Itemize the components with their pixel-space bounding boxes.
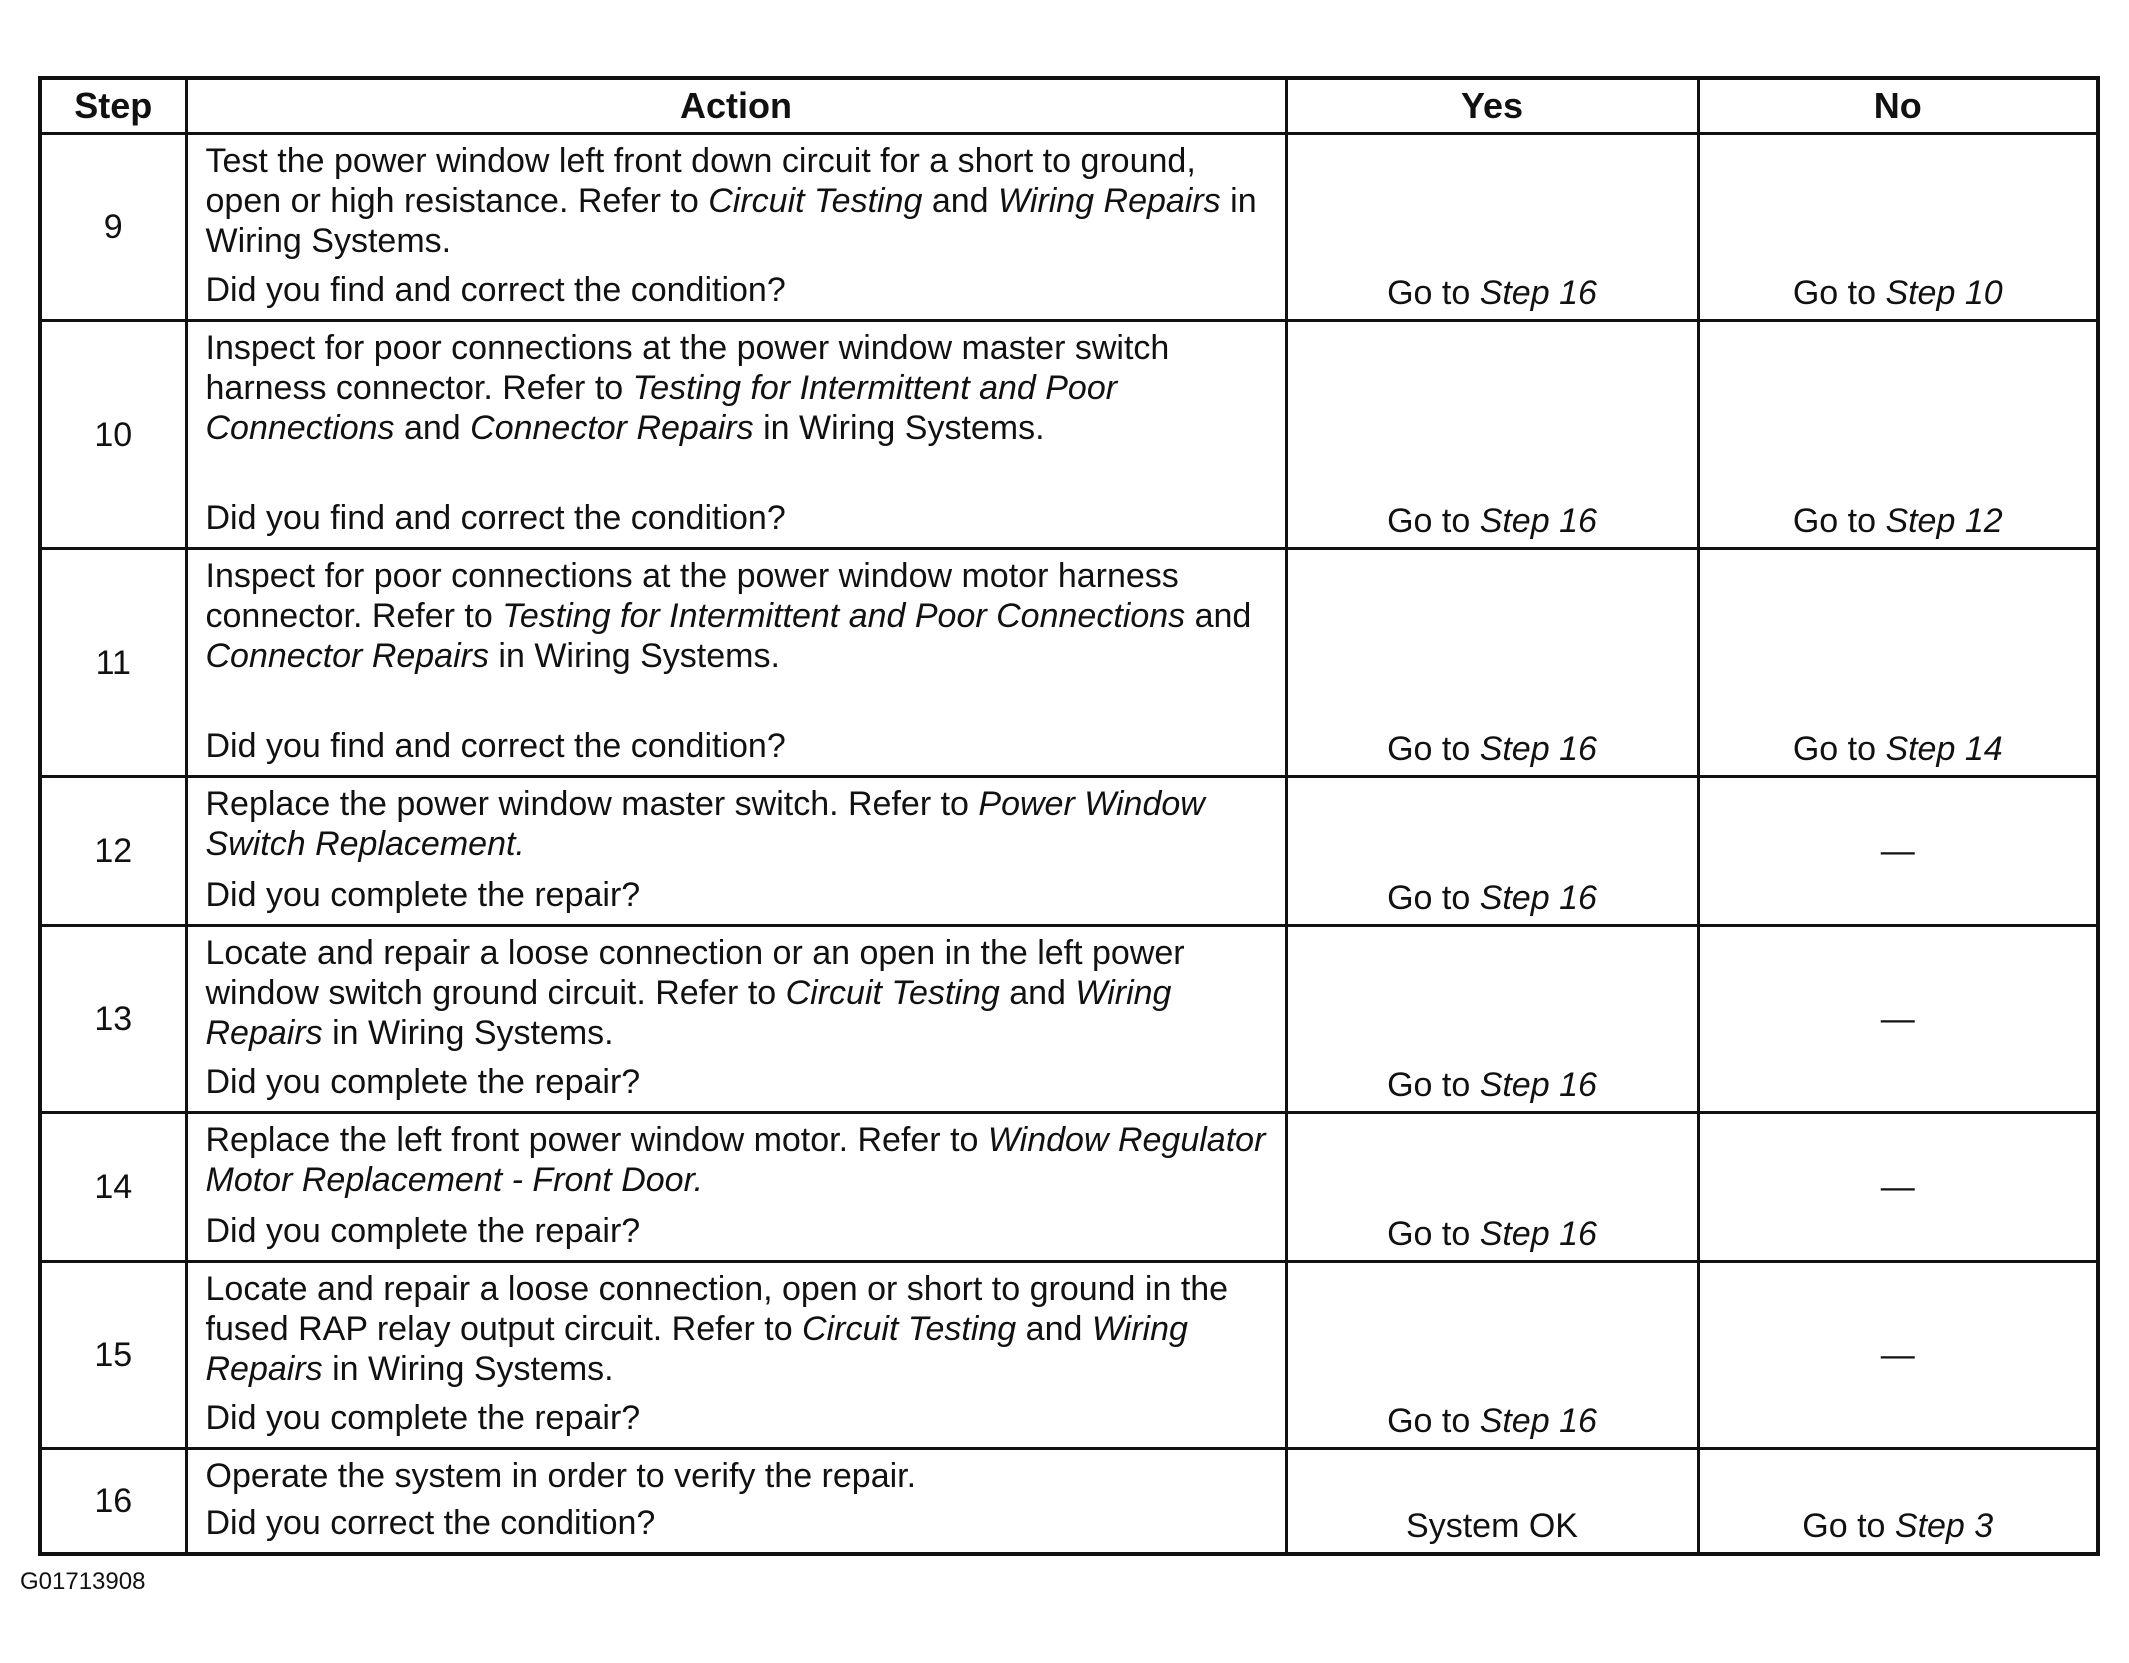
reference-text: Testing for Intermittent and Poor Connections: [502, 597, 1186, 635]
plain-text: Go to: [1792, 274, 1886, 312]
step-number: 10: [40, 321, 186, 549]
action-text: [206, 784, 1267, 864]
table-row: [40, 134, 2098, 321]
yes-result: [1286, 926, 1698, 1113]
no-result: [1698, 777, 2098, 926]
step-number: 15: [40, 1262, 186, 1449]
reference-text: Connector Repairs: [470, 409, 754, 447]
yes-result: [1286, 1262, 1698, 1449]
action-cell: [186, 777, 1286, 926]
action-text: [206, 1269, 1267, 1389]
reference-text: Step 16: [1479, 1215, 1597, 1253]
plain-text: Go to: [1387, 502, 1480, 540]
action-text: [206, 328, 1267, 448]
table-row: [40, 1262, 2098, 1449]
question-text: Did you complete the repair?: [205, 1212, 641, 1250]
yes-result: [1286, 134, 1698, 321]
action-text: [206, 933, 1267, 1053]
plain-text: Go to: [1387, 730, 1480, 768]
question-text: Did you find and correct the condition?: [205, 271, 786, 309]
reference-text: Power Window Switch Replacement.: [205, 785, 1205, 863]
plain-text: Replace the power window master switch. Refer to: [205, 785, 979, 823]
no-result: [1698, 1113, 2098, 1262]
action-cell: [186, 1113, 1286, 1262]
reference-text: Wiring Repairs: [998, 182, 1221, 220]
reference-text: Step 16: [1479, 1402, 1597, 1440]
plain-text: and: [1185, 597, 1252, 635]
plain-text: Go to: [1792, 730, 1886, 768]
step-number: 11: [40, 549, 186, 777]
plain-text: and: [922, 182, 999, 220]
step-number: 16: [40, 1449, 186, 1554]
plain-text: in Wiring Systems.: [322, 1014, 614, 1052]
reference-text: Step 16: [1479, 879, 1597, 917]
plain-text: Go to: [1387, 1215, 1480, 1253]
reference-text: Step 14: [1885, 730, 2003, 768]
reference-text: Testing for Intermittent and Poor Connections: [205, 369, 1118, 447]
action-text: [206, 141, 1267, 261]
plain-text: Locate and repair a loose connection, open or short to ground in the fused RAP relay output circuit. Refer to: [205, 1270, 1229, 1348]
reference-text: Step 12: [1885, 502, 2003, 540]
reference-text: Wiring Repairs: [205, 1310, 1188, 1388]
table-row: [40, 549, 2098, 777]
step-number: 14: [40, 1113, 186, 1262]
plain-text: —: [1880, 1000, 1915, 1038]
plain-text: Go to: [1387, 1066, 1480, 1104]
question-text: Did you correct the condition?: [205, 1504, 656, 1542]
table-row: [40, 1113, 2098, 1262]
reference-text: Connector Repairs: [205, 637, 489, 675]
yes-result: [1286, 549, 1698, 777]
reference-text: Wiring Repairs: [205, 974, 1172, 1052]
plain-text: Go to: [1802, 1506, 1895, 1545]
table-row: [40, 321, 2098, 549]
table-row: [40, 1449, 2098, 1554]
plain-text: in Wiring Systems.: [753, 409, 1045, 447]
plain-text: Inspect for poor connections at the power window master switch harness connector. Refer to: [205, 329, 1170, 407]
plain-text: and: [394, 409, 471, 447]
question-text: Did you complete the repair?: [205, 1063, 641, 1101]
plain-text: —: [1880, 1168, 1915, 1206]
plain-text: Locate and repair a loose connection or an open in the left power window switch ground circuit. Refer to: [205, 934, 1185, 1012]
plain-text: in Wiring Systems.: [488, 637, 780, 675]
plain-text: and: [999, 974, 1076, 1012]
header-step: Step: [40, 78, 186, 134]
header-row: [40, 78, 2098, 134]
reference-text: Window Regulator Motor Replacement - Front Door.: [205, 1121, 1266, 1199]
no-result: [1698, 134, 2098, 321]
header-yes: Yes: [1286, 78, 1698, 134]
yes-result: [1286, 1113, 1698, 1262]
plain-text: Go to: [1387, 1402, 1480, 1440]
action-cell: [186, 134, 1286, 321]
diagnostic-table: [38, 76, 2100, 1556]
step-number: 13: [40, 926, 186, 1113]
plain-text: in Wiring Systems.: [205, 182, 1257, 260]
action-cell: [186, 549, 1286, 777]
question-text: Did you complete the repair?: [205, 1399, 641, 1437]
plain-text: System OK: [1406, 1506, 1578, 1545]
header-no: No: [1698, 78, 2098, 134]
question-text: Did you complete the repair?: [205, 876, 641, 914]
table-body: [40, 134, 2098, 1554]
reference-text: Step 16: [1479, 274, 1597, 312]
action-cell: [186, 1262, 1286, 1449]
plain-text: Go to: [1792, 502, 1886, 540]
no-result: [1698, 549, 2098, 777]
yes-result: [1286, 1449, 1698, 1554]
question-text: Did you find and correct the condition?: [205, 727, 786, 765]
no-result: [1698, 321, 2098, 549]
action-cell: [186, 1449, 1286, 1554]
plain-text: Operate the system in order to verify the repair.: [205, 1457, 917, 1495]
figure-id: G01713908: [20, 1568, 146, 1595]
plain-text: in Wiring Systems.: [322, 1350, 614, 1388]
reference-text: Step 16: [1479, 1066, 1597, 1104]
reference-text: Circuit Testing: [708, 182, 923, 220]
table-row: [40, 926, 2098, 1113]
reference-text: Step 3: [1894, 1506, 1994, 1545]
yes-result: [1286, 321, 1698, 549]
reference-text: Step 10: [1885, 274, 2003, 312]
action-cell: [186, 926, 1286, 1113]
action-text: [206, 556, 1267, 676]
reference-text: Circuit Testing: [785, 974, 1000, 1012]
step-number: 12: [40, 777, 186, 926]
no-result: [1698, 926, 2098, 1113]
reference-text: Step 16: [1479, 730, 1597, 768]
action-cell: [186, 321, 1286, 549]
plain-text: and: [1016, 1310, 1092, 1348]
step-number: 9: [40, 134, 186, 321]
table-row: [40, 777, 2098, 926]
question-text: Did you find and correct the condition?: [205, 499, 786, 537]
plain-text: Replace the left front power window motor. Refer to: [205, 1121, 988, 1159]
header-action: Action: [186, 78, 1286, 134]
plain-text: —: [1880, 832, 1915, 870]
action-text: [206, 1120, 1267, 1200]
plain-text: Go to: [1387, 274, 1480, 312]
plain-text: Inspect for poor connections at the power window motor harness connector. Refer to: [205, 557, 1179, 635]
action-text: [206, 1456, 1267, 1496]
no-result: [1698, 1262, 2098, 1449]
plain-text: Go to: [1387, 879, 1480, 917]
reference-text: Circuit Testing: [802, 1310, 1017, 1348]
plain-text: Test the power window left front down circuit for a short to ground, open or high resistance. Refer to: [205, 142, 1196, 220]
no-result: [1698, 1449, 2098, 1554]
plain-text: —: [1880, 1336, 1915, 1374]
reference-text: Step 16: [1479, 502, 1597, 540]
yes-result: [1286, 777, 1698, 926]
